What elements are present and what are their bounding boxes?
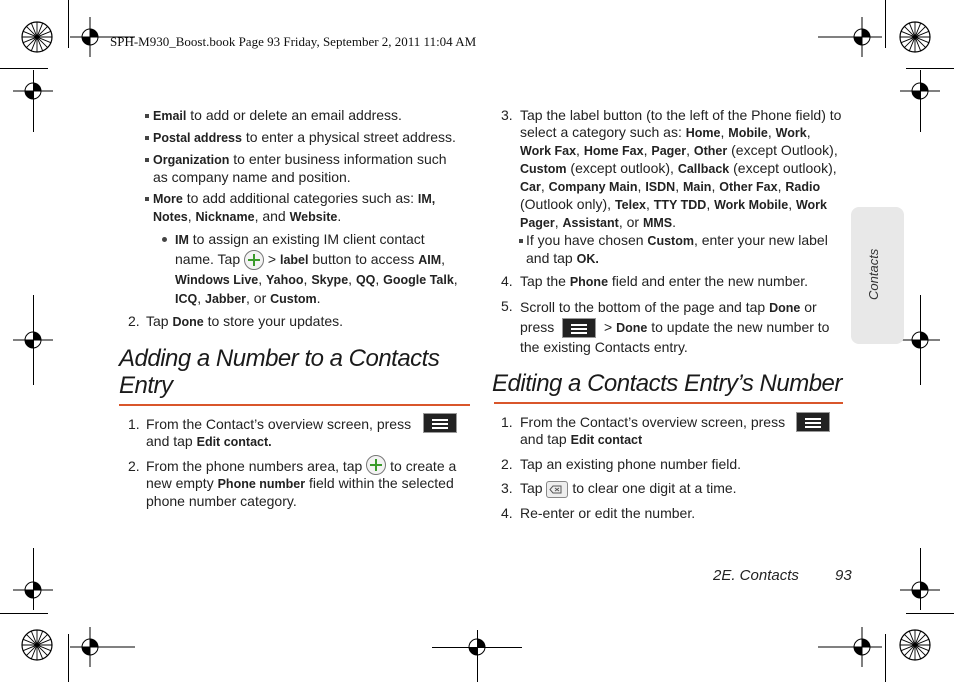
step-number: 3. xyxy=(501,480,513,496)
add-step-2: From the phone numbers area, tap to create a new empty Phone number field within the selected phone number category. xyxy=(146,458,470,510)
step-number: 2. xyxy=(501,456,513,472)
step-number: 2. xyxy=(128,313,140,329)
heading-rule xyxy=(119,404,470,406)
bullet-email: Email to add or delete an email address. xyxy=(153,107,402,123)
edit-step-2: Tap an existing phone number field. xyxy=(520,456,742,472)
edit-step-1: From the Contact’s overview screen, press and tap Edit contact xyxy=(520,414,842,449)
sub-bullet-custom: If you have chosen Custom, enter your new label and tap OK. xyxy=(526,232,828,266)
bullet-dot xyxy=(162,237,167,242)
edit-step-5-done: Scroll to the bottom of the page and tap Done or press > Done to update the new number to the existing Contacts entry. xyxy=(520,299,830,356)
sub-bullet-im: IM to assign an existing IM client contact name. Tap > label button to access AIM, Windows Live, Yahoo, Skype, QQ, Google Talk, ICQ, Jabber, or Custom. xyxy=(175,231,458,307)
add-icon xyxy=(366,455,386,475)
heading-adding-number: Adding a Number to a Contacts Entry xyxy=(119,345,440,399)
menu-key-icon xyxy=(423,413,457,433)
step-number: 2. xyxy=(128,458,140,474)
add-step-1: From the Contact’s overview screen, press and tap Edit contact. xyxy=(146,416,468,451)
edit-step-4-phone: Tap the Phone field and enter the new number. xyxy=(520,273,809,289)
menu-key-icon xyxy=(796,412,830,432)
step-number: 5. xyxy=(501,298,513,314)
bullet-organization: Organization to enter business information such as company name and position. xyxy=(153,151,447,185)
edit-step-3-label: Tap the label button (to the left of the Phone field) to select a category such as: Home, Mobile, Work, Work Fax, Home Fax, Pager, Other (except Outlook), Custom (except outlook), Callback (except outlook), Car, Company Main, ISDN, Main, Other Fax, Radio (Outlook only), Telex, TTY TDD, Work Mobile, Work Pager, Assistant, or MMS. xyxy=(520,107,842,230)
edit-step-4: Re-enter or edit the number. xyxy=(520,505,696,521)
bullet-postal: Postal address to enter a physical street address. xyxy=(153,129,456,145)
step-number: 4. xyxy=(501,273,513,289)
heading-rule xyxy=(494,402,843,404)
menu-key-icon xyxy=(562,318,596,338)
footer-page-number: 93 xyxy=(835,567,852,584)
side-tab-label: Contacts xyxy=(866,248,881,300)
heading-editing-number: Editing a Contacts Entry’s Number xyxy=(492,370,842,397)
step-number: 1. xyxy=(128,416,140,432)
step-2-store: Tap Done to store your updates. xyxy=(146,313,344,329)
bullet-square xyxy=(145,158,149,162)
delete-key-icon xyxy=(546,481,568,498)
bullet-square xyxy=(519,239,523,243)
bullet-square xyxy=(145,136,149,140)
step-number: 4. xyxy=(501,505,513,521)
print-header: SPH-M930_Boost.book Page 93 Friday, September 2, 2011 11:04 AM xyxy=(110,34,477,49)
edit-step-3-clear: Tap to clear one digit at a time. xyxy=(520,480,737,496)
add-icon xyxy=(244,250,264,270)
footer-section: 2E. Contacts xyxy=(713,567,799,584)
step-number: 3. xyxy=(501,107,513,123)
bullet-square xyxy=(145,197,149,201)
bullet-square xyxy=(145,114,149,118)
bullet-more: More to add additional categories such as: IM, Notes, Nickname, and Website. xyxy=(153,190,436,224)
step-number: 1. xyxy=(501,414,513,430)
